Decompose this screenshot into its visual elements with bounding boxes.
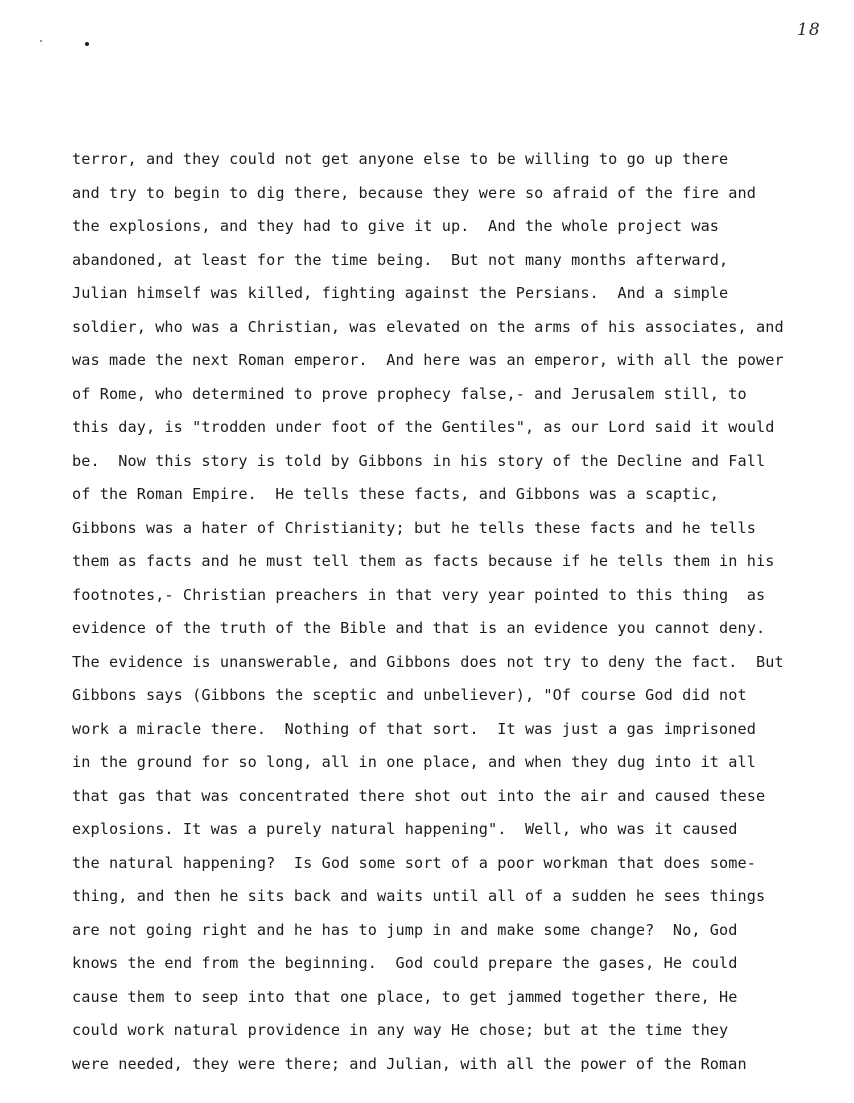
text-line: and try to begin to dig there, because they were so afraid of the fire and: [72, 183, 757, 202]
page-number: 18: [797, 20, 821, 40]
text-line: are not going right and he has to jump in and make some change? No, God: [72, 920, 738, 939]
text-line: abandoned, at least for the time being. But not many months afterward,: [72, 250, 729, 269]
text-line: evidence of the truth of the Bible and that is an evidence you cannot deny.: [72, 619, 766, 637]
text-line: that gas that was concentrated there shot out into the air and caused these: [72, 786, 766, 805]
text-line: terror, and they could not get anyone else to be willing to go up there: [72, 150, 729, 168]
text-line: Gibbons was a hater of Christianity; but he tells these facts and he tells: [72, 518, 757, 537]
text-line: of Rome, who determined to prove prophecy false,- and Jerusalem still, to: [72, 384, 747, 403]
text-line: the natural happening? Is God some sort of a poor workman that does some-: [72, 853, 757, 872]
text-line: in the ground for so long, all in one place, and when they dug into it all: [72, 753, 757, 771]
text-line: were needed, they were there; and Julian, with all the power of the Roman: [72, 1054, 747, 1073]
text-line: the explosions, and they had to give it up. And the whole project was: [72, 217, 720, 235]
text-line: The evidence is unanswerable, and Gibbons does not try to deny the fact. But: [72, 652, 784, 671]
text-line: explosions. It was a purely natural happening". Well, who was it caused: [72, 820, 738, 838]
ink-speck: [40, 40, 42, 42]
text-line: Julian himself was killed, fighting against the Persians. And a simple: [72, 284, 729, 302]
text-line: of the Roman Empire. He tells these facts, and Gibbons was a scaptic,: [72, 485, 720, 503]
text-line: could work natural providence in any way He chose; but at the time they: [72, 1021, 729, 1039]
text-line: them as facts and he must tell them as facts because if he tells them in his: [72, 552, 775, 570]
text-line: soldier, who was a Christian, was elevated on the arms of his associates, and: [72, 317, 784, 336]
text-line: thing, and then he sits back and waits until all of a sudden he sees things: [72, 887, 766, 905]
text-line: footnotes,- Christian preachers in that very year pointed to this thing as: [72, 585, 766, 604]
text-line: Gibbons says (Gibbons the sceptic and unbeliever), "Of course God did not: [72, 686, 747, 704]
text-line: was made the next Roman emperor. And here was an emperor, with all the power: [72, 351, 784, 369]
ink-speck: [85, 42, 89, 46]
text-line: work a miracle there. Nothing of that sort. It was just a gas imprisoned: [72, 719, 757, 738]
text-line: knows the end from the beginning. God could prepare the gases, He could: [72, 954, 738, 972]
text-line: be. Now this story is told by Gibbons in his story of the Decline and Fall: [72, 451, 766, 470]
typescript-body: [72, 143, 854, 1081]
text-line: cause them to seep into that one place, to get jammed together there, He: [72, 987, 738, 1006]
text-line: this day, is "trodden under foot of the Gentiles", as our Lord said it would: [72, 418, 775, 436]
